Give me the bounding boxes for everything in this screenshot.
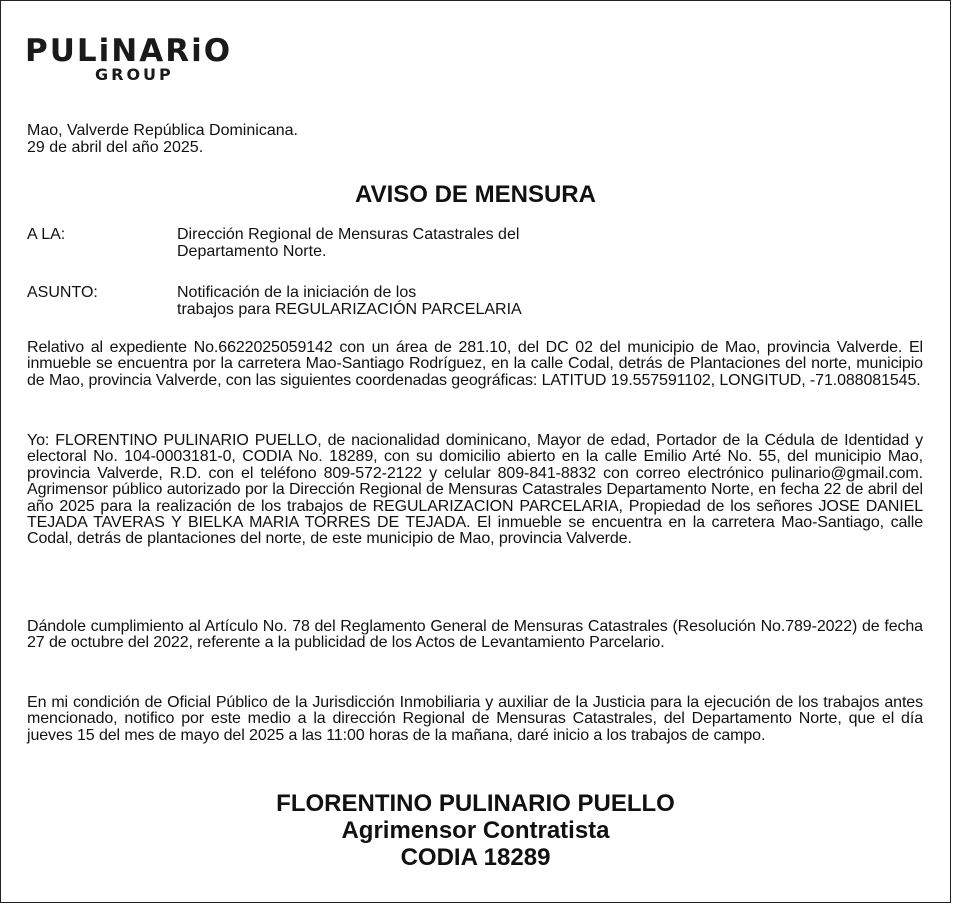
subject-label: ASUNTO:	[27, 284, 98, 301]
paragraph-expediente: Relativo al expediente No.6622025059142 con un área de 281.10, del DC 02 del municipio de Mao, provincia Valverde. El inmueble se encuentra por la carretera Mao-Santiago Rodríguez, en la calle Codal, detrás de Plantaciones del norte, municipio de Mao, provincia Valverde, con las siguientes coordenadas geográficas: LATITUD 19.557591102, LONGITUD, -71.088081545.	[27, 339, 923, 389]
document-title: AVISO DE MENSURA	[355, 181, 596, 208]
recipient-line-1: Dirección Regional de Mensuras Catastrales del	[177, 226, 520, 243]
recipient-line-2: Departamento Norte.	[177, 243, 327, 260]
subject-value	[177, 284, 777, 318]
signature-codia: CODIA 18289	[400, 844, 551, 871]
subject-line-1: Notificación de la iniciación de los	[177, 284, 417, 301]
place-line: Mao, Valverde República Dominicana.	[27, 122, 298, 139]
place-date-block	[27, 122, 298, 156]
signature-name: FLORENTINO PULINARIO PUELLO	[276, 790, 675, 817]
logo-brand-text: PULiNARiO	[25, 33, 233, 69]
paragraph-notification: En mi condición de Oficial Público de la Jurisdicción Inmobiliaria y auxiliar de la Justicia para la ejecución de los trabajos antes mencionado, notifico por este medio a la dirección Regional de Mensuras Catastrales, del Departamento Norte, que el día jueves 15 del mes de mayo del 2025 a las 11:00 horas de la mañana, daré inicio a los trabajos de campo.	[27, 694, 923, 744]
paragraph-legal-basis: Dándole cumplimiento al Artículo No. 78 del Reglamento General de Mensuras Catastrales (Resolución No.789-2022) de fecha 27 de octubre del 2022, referente a la publicidad de los Actos de Levantamiento Parcelario.	[27, 618, 923, 652]
recipient-label: A LA:	[27, 226, 66, 243]
recipient-value	[177, 226, 777, 260]
signature-block	[1, 790, 950, 871]
subject-line-2: trabajos para REGULARIZACIÓN PARCELARIA	[177, 301, 522, 318]
date-line: 29 de abril del año 2025.	[27, 139, 204, 156]
company-logo	[25, 35, 295, 83]
paragraph-declarant: Yo: FLORENTINO PULINARIO PUELLO, de nacionalidad dominicano, Mayor de edad, Portador de la Cédula de Identidad y electoral No. 104-0003181-0, CODIA No. 18289, con su domicilio abierto en la calle Emilio Arté No. 55, del municipio Mao, provincia Valverde, R.D. con el teléfono 809-572-2122 y celular 809-841-8832 con correo electrónico pulinario@gmail.com. Agrimensor público autorizado por la Dirección Regional de Mensuras Catastrales Departamento Norte, en fecha 22 de abril del año 2025 para la realización de los trabajos de REGULARIZACION PARCELARIA, Propiedad de los señores JOSE DANIEL TEJADA TAVERAS Y BIELKA MARIA TORRES DE TEJADA. El inmueble se encuentra en la carretera Mao-Santiago, calle Codal, detrás de plantaciones del norte, de este municipio de Mao, provincia Valverde.	[27, 432, 923, 548]
signature-role: Agrimensor Contratista	[341, 817, 610, 844]
logo-group-text: GROUP	[95, 65, 174, 84]
